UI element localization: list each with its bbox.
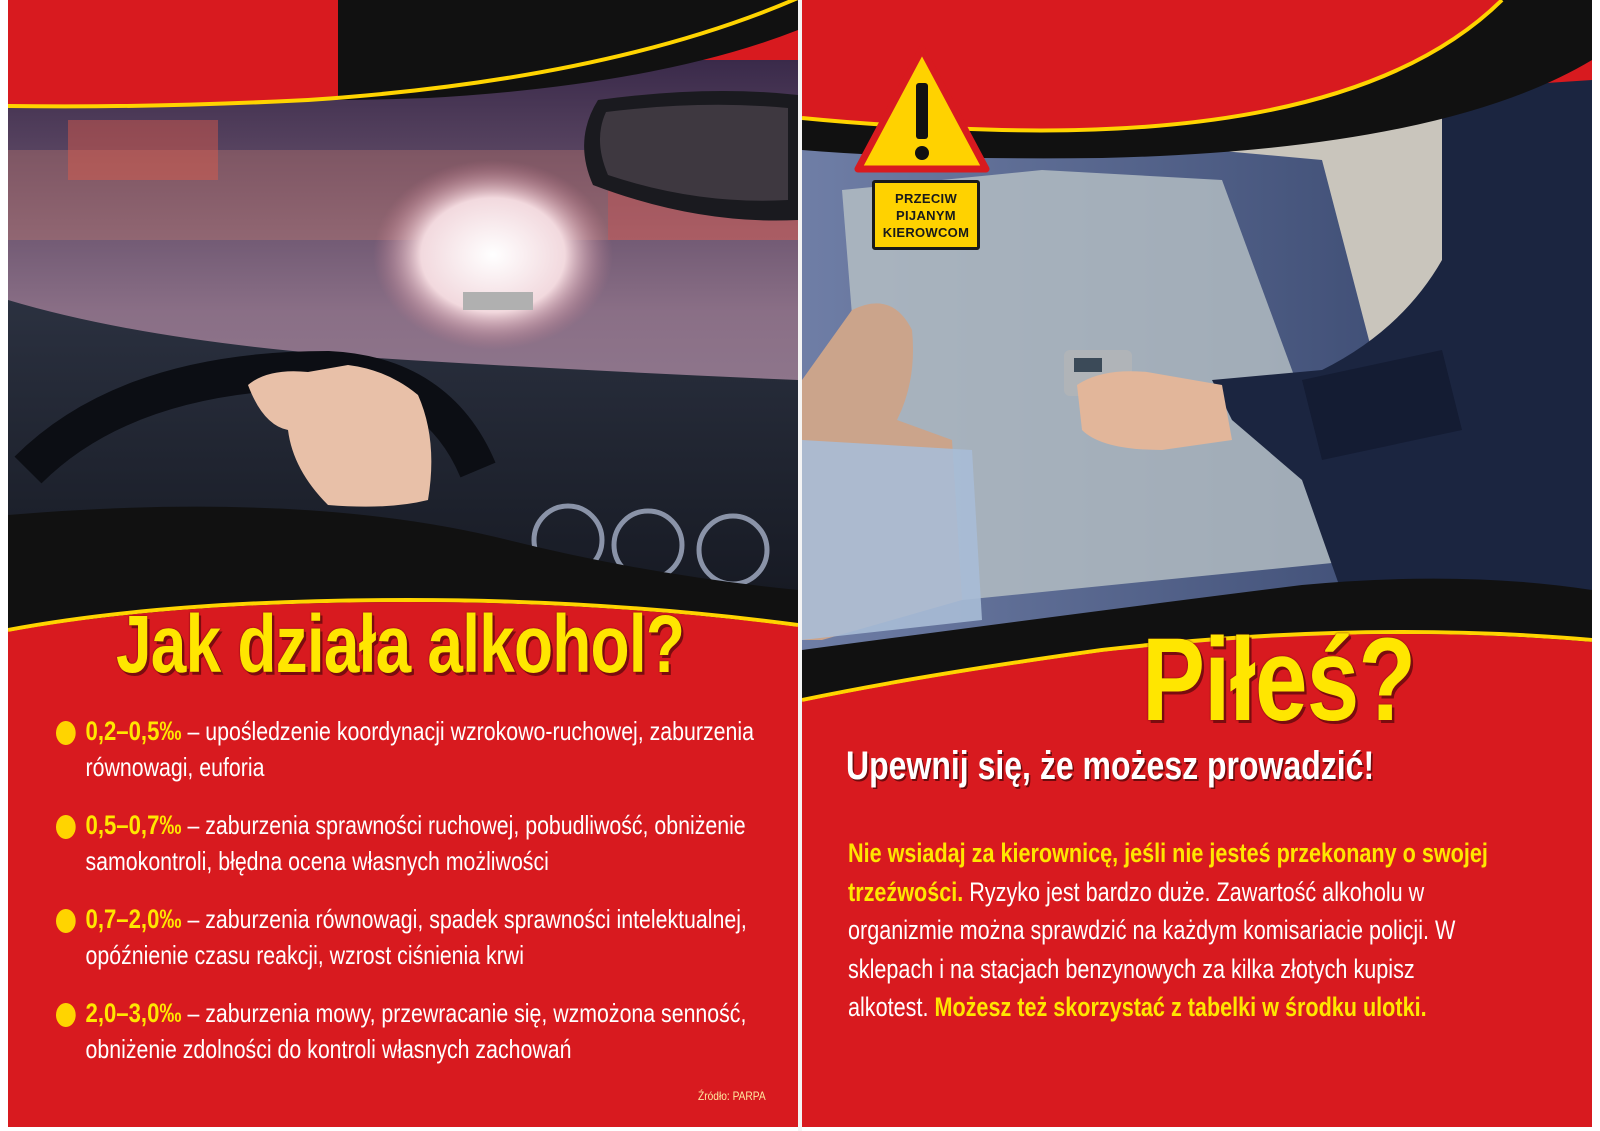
source-credit: Źródło: PARPA [698, 1089, 766, 1103]
range-separator: – [181, 998, 206, 1028]
range-separator: – [181, 810, 206, 840]
bac-range: 2,0–3,0‰ [85, 998, 182, 1028]
left-page-title: Jak działa alkohol? [116, 599, 685, 690]
effect-description: upośledzenie koordynacji wzrokowo-ruchowej, zaburzenia równowagi, euforia [85, 716, 754, 782]
bac-range: 0,2–0,5‰ [85, 716, 182, 746]
left-page [8, 0, 798, 1127]
right-page [802, 0, 1592, 1127]
alcohol-effect-item [56, 713, 778, 785]
advice-paragraph [848, 834, 1488, 1027]
right-page-subtitle: Upewnij się, że możesz prowadzić! [846, 744, 1375, 788]
warning-triangle-icon [854, 45, 990, 177]
sign-line: KIEROWCOM [882, 224, 970, 240]
advice-highlight: Nie wsiadaj za kierownicę, jeśli nie jesteś przekonany o swojej trzeźwości. [848, 838, 1488, 907]
effect-description: zaburzenia równowagi, spadek sprawności intelektualnej, opóźnienie czasu reakcji, wzrost ciśnienia krwi [85, 904, 747, 970]
officer-hand [1077, 371, 1232, 450]
sign-line: PRZECIW [894, 190, 958, 206]
bullet-dot-icon [56, 721, 76, 745]
warning-sign-plate [872, 180, 980, 250]
advice-highlight: Możesz też skorzystać z tabelki w środku ulotki. [934, 992, 1427, 1022]
alcohol-effect-item [56, 995, 778, 1067]
effect-description: zaburzenia sprawności ruchowej, pobudliwość, obniżenie samokontroli, błędna ocena własnych możliwości [85, 810, 746, 876]
alcohol-effect-item [56, 807, 778, 879]
bac-range: 0,7–2,0‰ [85, 904, 182, 934]
bullet-dot-icon [56, 815, 76, 839]
advice-text: Ryzyko jest bardzo duże. Zawartość alkoholu w organizmie można sprawdzić na każdym komisariacie policji. W sklepach i na stacjach benzynowych za kilka złotych kupisz alkotest. [848, 876, 1456, 1022]
bac-range: 0,5–0,7‰ [85, 810, 182, 840]
blurred-car [373, 160, 613, 350]
sign-line: PIJANYM [896, 207, 956, 223]
alcohol-effect-item [56, 901, 778, 973]
effect-description: zaburzenia mowy, przewracanie się, wzmożona senność, obniżenie zdolności do kontroli własnych zachowań [85, 998, 747, 1064]
bullet-dot-icon [56, 1003, 76, 1027]
range-separator: – [181, 716, 206, 746]
bullet-dot-icon [56, 909, 76, 933]
right-page-title: Piłeś? [1142, 614, 1416, 746]
alcohol-effects-list [56, 713, 786, 1089]
range-separator: – [181, 904, 206, 934]
